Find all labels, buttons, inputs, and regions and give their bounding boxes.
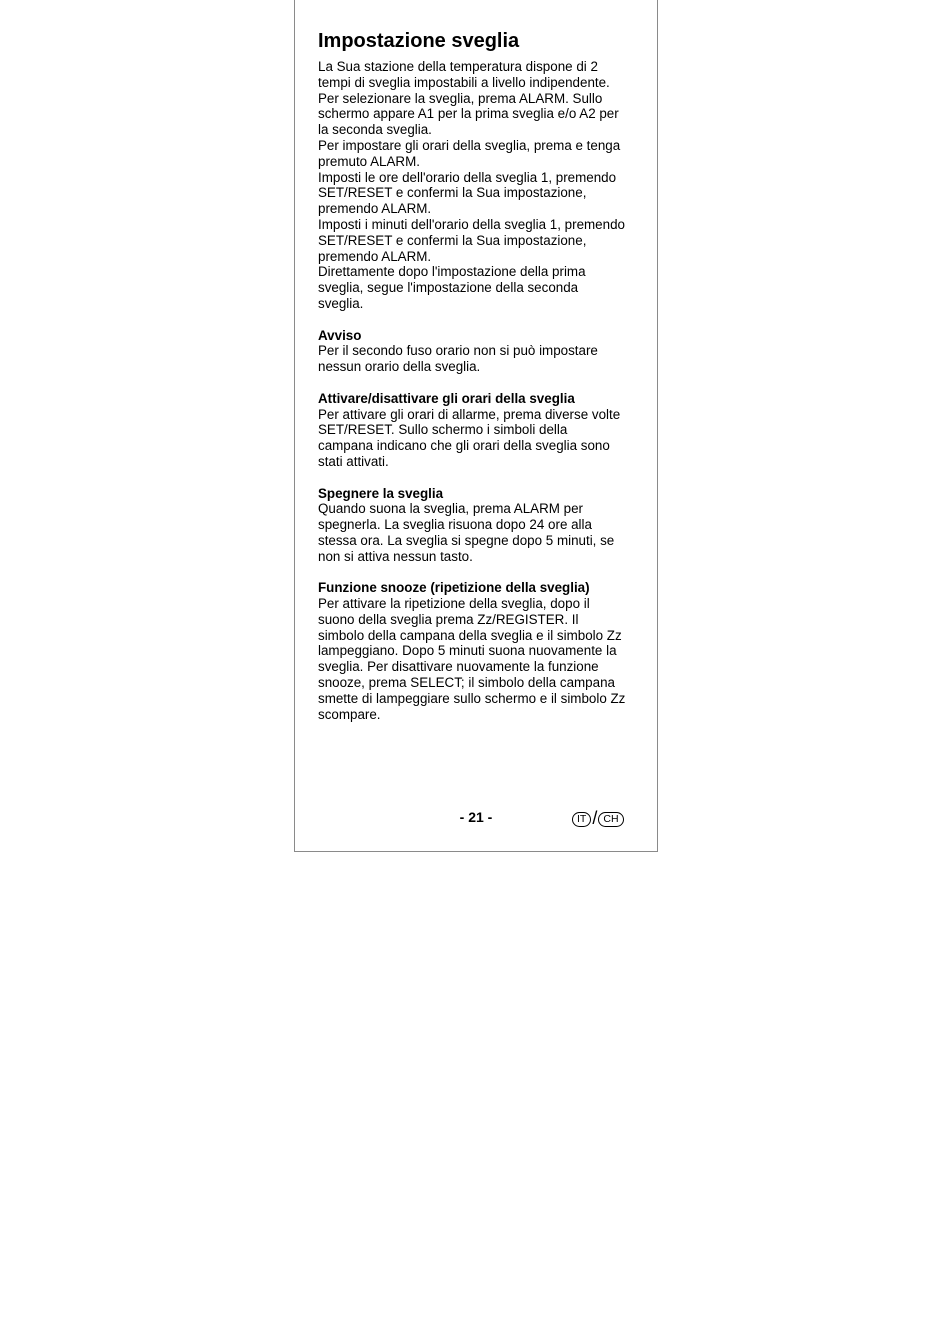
country-badge-it: IT (572, 812, 591, 827)
text-line: non si attiva nessun tasto. (318, 548, 473, 564)
text-line: suono della sveglia prema Zz/REGISTER. Il (318, 611, 579, 627)
text-line: spegnerla. La sveglia risuona dopo 24 ore alla (318, 517, 592, 533)
text-line: Imposti i minuti dell'orario della sveglia 1, premendo (318, 216, 625, 232)
text-line: stessa ora. La sveglia si spegne dopo 5 minuti, se (318, 532, 615, 548)
page-content (318, 28, 648, 722)
text-line: Direttamente dopo l'impostazione della prima (318, 264, 586, 280)
text-line: sveglia. Per disattivare nuovamente la funzione (318, 659, 599, 675)
section-paragraph (318, 501, 648, 564)
text-line: nessun orario della sveglia. (318, 359, 481, 375)
text-line: smette di lampeggiare sullo schermo e il simbolo Zz (318, 690, 626, 706)
country-badge-ch: CH (598, 812, 623, 827)
text-line: tempi di sveglia impostabili a livello indipendente. (318, 74, 610, 90)
text-line: premendo ALARM. (318, 201, 432, 217)
text-line: SET/RESET e confermi la Sua impostazione, (318, 232, 587, 248)
section-heading: Spegnere la sveglia (318, 485, 444, 501)
text-line: Per selezionare la sveglia, prema ALARM. Sullo (318, 90, 603, 106)
section-spegnere (318, 486, 648, 565)
text-line: premuto ALARM. (318, 153, 420, 169)
text-line: SET/RESET e confermi la Sua impostazione, (318, 185, 587, 201)
section-avviso (318, 328, 648, 375)
text-line: sveglia, segue l'impostazione della seconda (318, 280, 579, 296)
page-title: Impostazione sveglia (318, 30, 520, 52)
country-codes (572, 808, 624, 828)
text-line: campana indicano che gli orari della sveglia sono (318, 438, 610, 454)
text-line: scompare. (318, 706, 381, 722)
text-line: SET/RESET. Sullo schermo i simboli della (318, 422, 568, 438)
section-heading: Attivare/disattivare gli orari della sveglia (318, 390, 575, 406)
text-line: sveglia. (318, 295, 364, 311)
section-attivare-disattivare (318, 391, 648, 470)
text-line: stati attivati. (318, 453, 389, 469)
text-line: Per attivare la ripetizione della sveglia, dopo il (318, 596, 590, 612)
text-line: Per attivare gli orari di allarme, prema diverse volte (318, 406, 621, 422)
text-line: Quando suona la sveglia, prema ALARM per (318, 501, 583, 517)
text-line: Per il secondo fuso orario non si può impostare (318, 343, 598, 359)
text-line: premendo ALARM. (318, 248, 432, 264)
text-line: schermo appare A1 per la prima sveglia e/o A2 per (318, 106, 619, 122)
country-separator: / (592, 808, 598, 828)
section-paragraph (318, 596, 648, 722)
text-line: simbolo della campana della sveglia e il simbolo Zz (318, 627, 622, 643)
section-heading: Avviso (318, 327, 362, 343)
page-number: - 21 - (459, 809, 493, 825)
section-heading: Funzione snooze (ripetizione della sveglia) (318, 580, 590, 596)
text-line: Imposti le ore dell'orario della sveglia 1, premendo (318, 169, 617, 185)
section-paragraph (318, 343, 648, 375)
text-line: Per impostare gli orari della sveglia, prema e tenga (318, 137, 621, 153)
text-line: lampeggiano. Dopo 5 minuti suona nuovamente la (318, 643, 617, 659)
intro-paragraph (318, 59, 648, 312)
section-paragraph (318, 407, 648, 470)
section-snooze (318, 580, 648, 722)
text-line: snooze, prema SELECT; il simbolo della campana (318, 675, 615, 691)
text-line: La Sua stazione della temperatura dispone di 2 (318, 59, 598, 74)
text-line: la seconda sveglia. (318, 122, 432, 138)
